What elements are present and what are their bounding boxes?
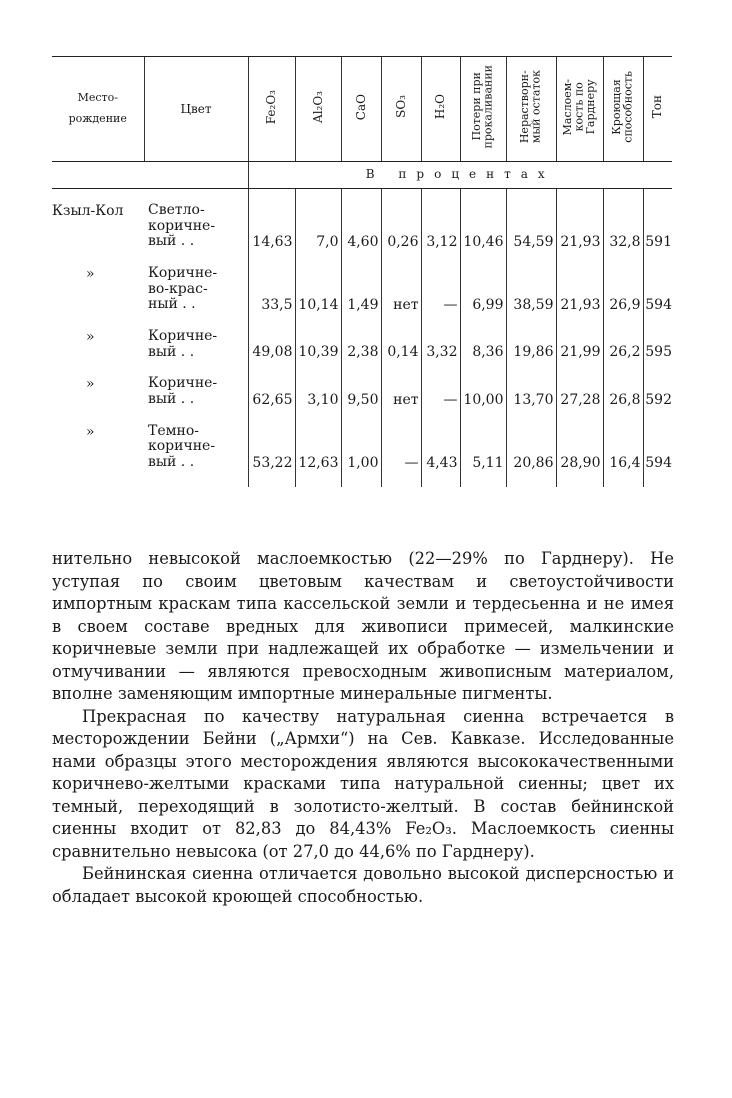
cell-al2o3: 7,0 [295,203,341,250]
header-covering: Кроющая способность [603,57,643,162]
table-row [52,329,672,360]
cell-h2o: 3,12 [421,203,460,250]
cell-loss: 8,36 [460,329,506,360]
cell-insoluble: 54,59 [506,203,556,250]
table-row [52,376,672,407]
cell-fe2o3: 53,22 [248,424,295,471]
table-row [52,203,672,250]
row-color: Темно- коричне- вый . . [148,422,216,471]
header-location: Место- рождение [52,57,144,162]
cell-insoluble: 38,59 [506,266,556,313]
cell-cover: 32,8 [603,203,643,250]
header-fe2o3: Fe₂O₃ [248,57,295,162]
cell-so3: — [381,424,421,471]
cell-cover: 16,4 [603,424,643,471]
cell-cao: 1,00 [341,424,381,471]
row-color: Коричне- во-крас- ный . . [148,265,218,313]
cell-tone: 592 [643,376,672,407]
row-location: » [86,376,95,393]
row-color: Коричне- вый . . [148,328,218,360]
cell-h2o: — [421,266,460,313]
cell-oil: 27,28 [556,376,603,407]
row-color: Светло- коричне- вый . . [148,202,216,250]
header-insoluble: Нерастворн- мый остаток [506,57,556,162]
table-row [52,266,672,313]
cell-insoluble: 20,86 [506,424,556,471]
cell-oil: 21,93 [556,203,603,250]
paragraph: нительно невысокой маслоемкостью (22—29% по Гарднеру). Не уступая по своим цветовым качествам и светоустойчивости импортным краскам типа кассельской земли и тердесьенна и не имея в своем составе вредных для живописи примесей, малкинские коричневые земли при надлежащей их обработке — измельчении и отмучивании — являются превосходным живописным материалом, вполне заменяющим импортные минеральные пигменты. [52,549,674,703]
cell-h2o: 4,43 [421,424,460,471]
table-row [52,424,672,471]
cell-loss: 10,46 [460,203,506,250]
cell-al2o3: 12,63 [295,424,341,471]
cell-al2o3: 10,39 [295,329,341,360]
cell-fe2o3: 62,65 [248,376,295,407]
cell-tone: 595 [643,329,672,360]
cell-loss: 6,99 [460,266,506,313]
cell-so3: 0,26 [381,203,421,250]
row-location: » [86,423,95,440]
table-body [52,189,672,487]
cell-so3: 0,14 [381,329,421,360]
cell-cao: 1,49 [341,266,381,313]
cell-cover: 26,9 [603,266,643,313]
cell-al2o3: 3,10 [295,376,341,407]
paragraph: Бейнинская сиенна отличается довольно высокой дисперсностью и обладает высокой кроющей способностью. [52,864,674,906]
cell-insoluble: 13,70 [506,376,556,407]
cell-cao: 4,60 [341,203,381,250]
cell-tone: 594 [643,266,672,313]
cell-oil: 21,99 [556,329,603,360]
header-al2o3: Al₂O₃ [295,57,341,162]
header-oil-absorption: Маслоем- кость по Гарднеру [556,57,603,162]
row-location: Кзыл-Кол [52,203,124,219]
cell-tone: 591 [643,203,672,250]
cell-fe2o3: 33,5 [248,266,295,313]
header-so3: SO₃ [381,57,421,162]
cell-cover: 26,8 [603,376,643,407]
cell-h2o: — [421,376,460,407]
units-label: В процентах [248,162,672,189]
cell-fe2o3: 49,08 [248,329,295,360]
header-tone: Тон [643,57,672,162]
cell-tone: 594 [643,424,672,471]
header-h2o: H₂O [421,57,460,162]
row-location: » [86,329,95,346]
row-location: » [86,266,95,283]
cell-oil: 28,90 [556,424,603,471]
pigment-table [52,56,672,487]
row-color: Коричне- вый . . [148,375,218,408]
cell-insoluble: 19,86 [506,329,556,360]
cell-fe2o3: 14,63 [248,203,295,250]
header-cao: CaO [341,57,381,162]
cell-cao: 2,38 [341,329,381,360]
cell-h2o: 3,32 [421,329,460,360]
header-color: Цвет [144,57,248,162]
body-text [52,548,674,908]
cell-so3: нет [381,266,421,313]
cell-oil: 21,93 [556,266,603,313]
cell-loss: 10,00 [460,376,506,407]
units-row [52,162,672,189]
cell-cover: 26,2 [603,329,643,360]
paragraph: Прекрасная по качеству натуральная сиенна встречается в месторождении Бейни („Армхи“) на Сев. Кавказе. Исследованные нами образцы этого месторождения являются высококачественными коричнево-желтыми красками типа натуральной сиенны; цвет их темный, переходящий в золотисто-желтый. В состав бейнинской сиенны входит от 82,83 до 84,43% Fe₂O₃. Маслоемкость сиенны сравнительно невысока (от 27,0 до 44,6% по Гарднеру). [52,706,674,861]
cell-al2o3: 10,14 [295,266,341,313]
cell-so3: нет [381,376,421,407]
cell-cao: 9,50 [341,376,381,407]
table-header-row [52,57,672,162]
cell-loss: 5,11 [460,424,506,471]
header-loss: Потери при прокаливании [460,57,506,162]
